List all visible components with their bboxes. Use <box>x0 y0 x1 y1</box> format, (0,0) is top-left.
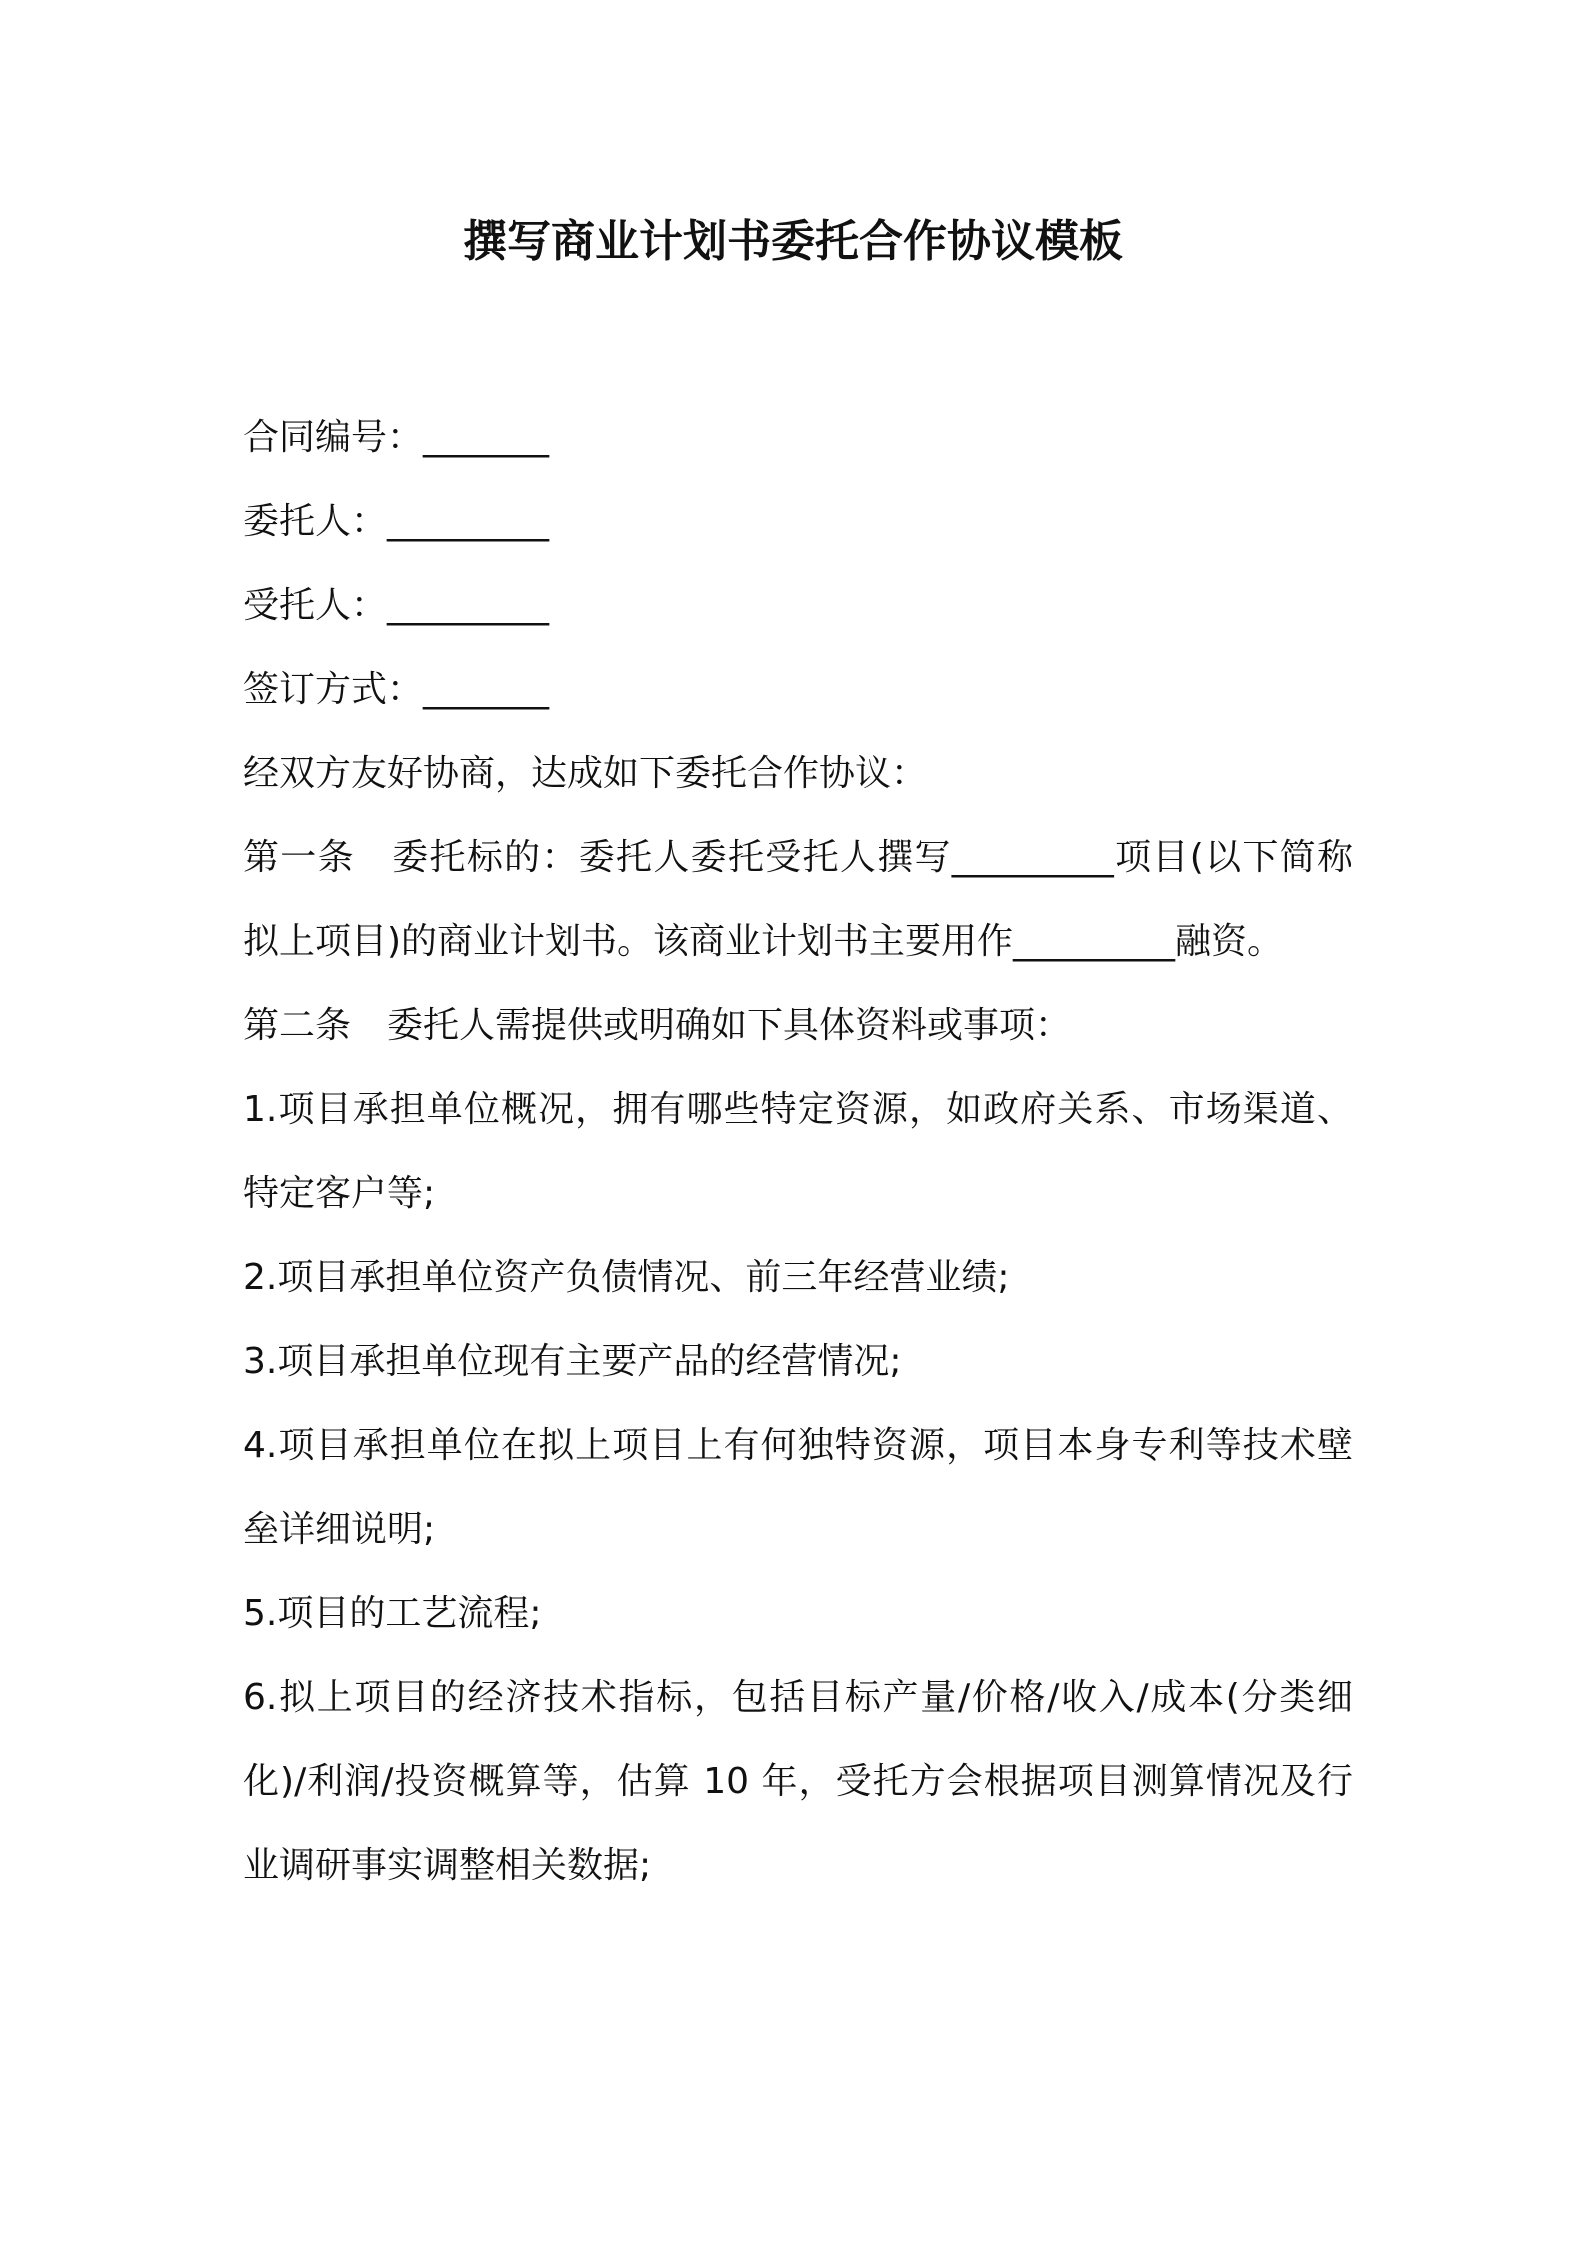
list-item: 5.项目的工艺流程; <box>243 1593 542 1634</box>
list-item: 6.拟上项目的经济技术指标，包括目标产量/价格/收入/成本(分类细化)/利润/投资概算等，估算 10 年，受托方会根据项目测算情况及行业调研事实调整相关数据; <box>243 1677 1353 1886</box>
article-1: 第一条 委托标的：委托人委托受托人撰写_________项目(以下简称拟上项目)的商业计划书。该商业计划书主要用作_________融资。 <box>243 837 1353 962</box>
contract-number-field <box>243 396 1353 480</box>
trustee-field <box>243 564 1353 648</box>
document-body <box>243 396 1353 1908</box>
list-item: 4.项目承担单位在拟上项目上有何独特资源，项目本身专利等技术壁垒详细说明; <box>243 1425 1353 1550</box>
intro-paragraph: 经双方友好协商，达成如下委托合作协议： <box>243 753 928 794</box>
list-item: 1.项目承担单位概况，拥有哪些特定资源，如政府关系、市场渠道、特定客户等; <box>243 1089 1353 1214</box>
field-blank: _______ <box>423 417 550 458</box>
article-2: 第二条 委托人需提供或明确如下具体资料或事项： <box>243 1005 1072 1046</box>
field-blank: _________ <box>387 501 550 542</box>
field-blank: _________ <box>387 585 550 626</box>
field-label: 合同编号： <box>243 417 424 458</box>
field-label: 签订方式： <box>243 669 424 710</box>
field-label: 委托人： <box>243 501 388 542</box>
field-label: 受托人： <box>243 585 388 626</box>
principal-field <box>243 480 1353 564</box>
list-item: 3.项目承担单位现有主要产品的经营情况; <box>243 1341 902 1382</box>
list-item: 2.项目承担单位资产负债情况、前三年经营业绩; <box>243 1257 1010 1298</box>
document-title: 撰写商业计划书委托合作协议模板 <box>463 216 1123 267</box>
signing-method-field <box>243 648 1353 732</box>
field-blank: _______ <box>423 669 550 710</box>
